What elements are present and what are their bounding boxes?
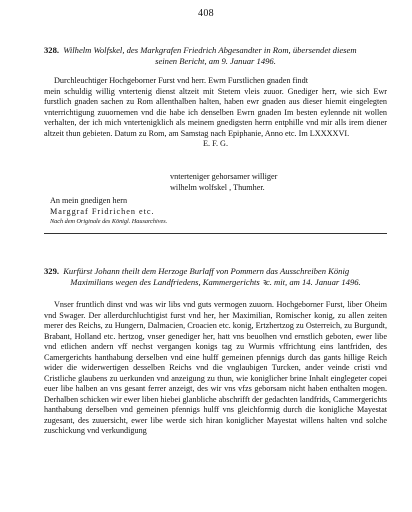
address-block [50, 196, 393, 228]
heading-line: Maximilians wegen des Landfriedens, Kammergerichts ꝛc. mit, am 14. Januar 1496. [70, 277, 361, 287]
signature-line: vnterteniger gehorsamer williger [170, 172, 278, 181]
address-line: An mein gnedigen hern [50, 196, 128, 205]
signature-block [170, 172, 350, 193]
letter-text: Vnser fruntlich dinst vnd was wir libs vnd guts vermogen zuuorn. Hochgeborner Furst, liber Oheim vnd Swager. Der allerdurchluchtigist furst vnd her, her Maximilian, Romischer konig, zu allen zeiten merer des Reichs, zu Hungern, Dalmacien, Croacien etc. konig, Ertzhertzog zu Osterreich, zu Burgundt, Brabant, Holland etc. hertzog, vnser genediger her, hatt vns beuolhen vnd ernstlich geboten, ewer libe vnd etlichen andern vff nechst vergangen konigs tag zu Wurmis vffrichtung eins lantfriden, des Camergerichts hanthabung derselben vnd eine hulff gemeinen pfennigs durch das gants hillige Reich wider die widerwertigen desselben Reichs vnd die vnglaubigen Turcken, ander veinde cristi vnd Cristliche glaubens zu uerkunden vnd anzeigung zu thun, wie koniglicher brine Inhalt einglegeter copei euer libe halben an vns gesant ferrer anzeigt, des wir vns vfzs geborsam nicht haben enthalten mogen. Derhalben schicken wir ewer liben hiebei glanbliche abschrifft der gedachten landfrids, Cammergerichts hanthabung derselben vnd gemeinen pfennigs hulff vns gleichformig durch die konigliche Mayestat zugesant, des zuuersicht, ewer libe werde sich hiran koniglicher Mayestat willens halten vnd solche zuschickung vnd verkundigung [44, 300, 387, 435]
document-329-heading [44, 266, 387, 288]
page-number: 408 [198, 8, 214, 19]
document-328-body [44, 76, 387, 150]
section-divider [44, 233, 387, 234]
signature-line: wilhelm wolfskel , Thumher. [170, 182, 265, 192]
document-328-heading [44, 45, 387, 67]
document-329-body [44, 300, 387, 437]
address-line: Marggraf Fridrichen etc. [50, 206, 155, 216]
letter-text: mein schuldig willig vntertenig dienst altzeit mit Stetem vleis zuuor. Gnediger herr, wie sich Ewr furstlich gnaden sachen zu Rom allenthalben halten, haben ewr gnaden aus dieser hiemit eingelegten vnterrichtigung zuuornemen vnd die habe ich denselben Ewrn gnaden Im besten eylennde nit wollen verhalten, der ich mich vntertenigklich als meinem gnedigsten herrn entphille vnd mir alls irem diener altzeit thun gebieten. Datum zu Rom, am Samstag nach Epiphanie, Anno etc. Im LXXXXVI. [44, 86, 387, 138]
salutation: Durchleuchtiger Hochgeborner Furst vnd herr. Ewrn Furstlichen gnaden findt [54, 76, 308, 85]
document-number: 329. [44, 266, 60, 276]
heading-line: Kurfürst Johann theilt dem Herzoge Burlaff von Pommern das Ausschreiben König [63, 266, 350, 276]
initials: E. F. G. [202, 139, 229, 148]
source-note: Nach dem Originale des Königl. Hausarchives. [50, 218, 168, 225]
heading-line: seinen Bericht, am 9. Januar 1496. [155, 56, 276, 66]
document-number: 328. [44, 45, 60, 55]
heading-line: Wilhelm Wolfskel, des Markgrafen Friedrich Abgesandter in Rom, übersendet diesem [63, 45, 357, 55]
